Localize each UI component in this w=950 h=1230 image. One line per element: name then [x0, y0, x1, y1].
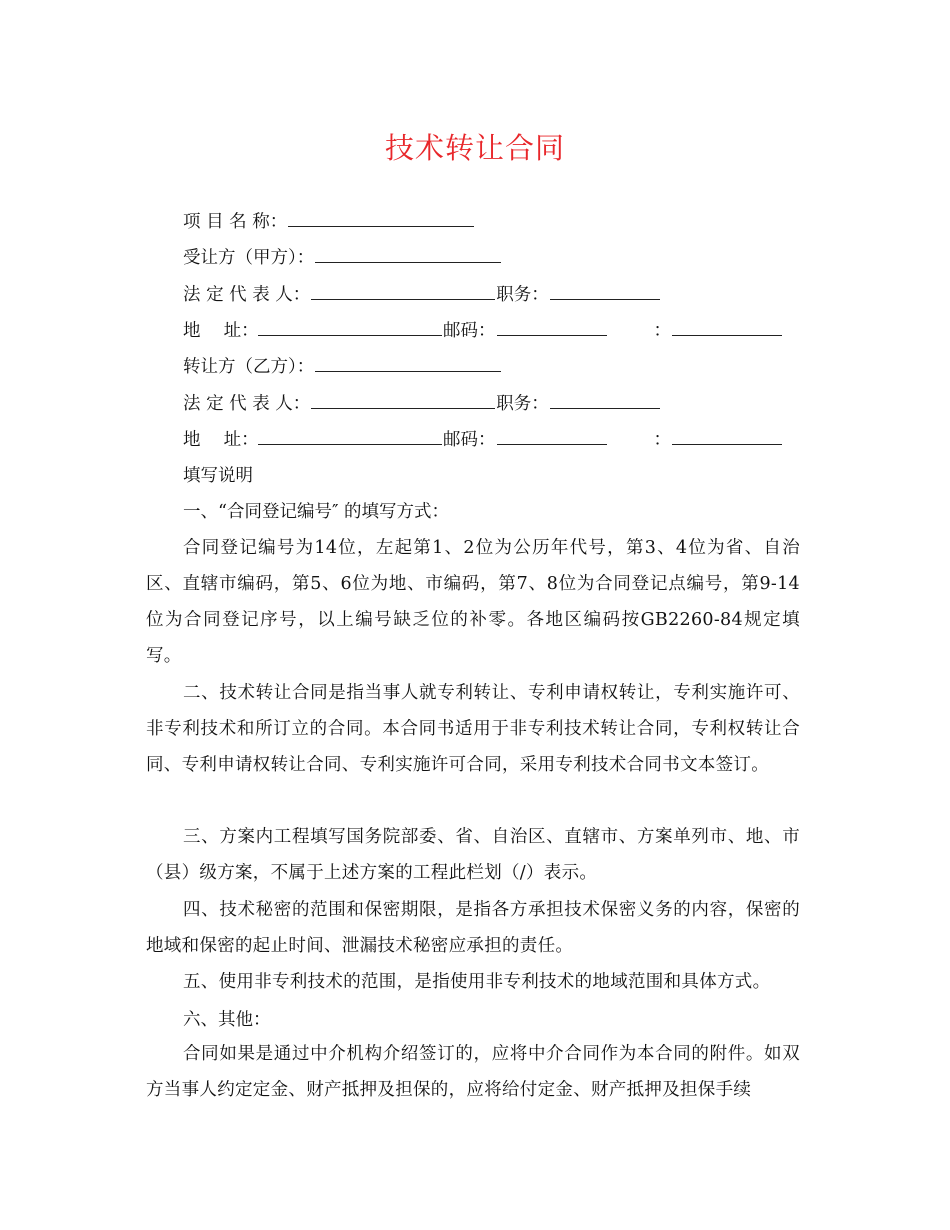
- project-name-label: 项 目 名 称：: [183, 212, 288, 232]
- seller-line: [183, 352, 502, 382]
- legal-rep-blank-2[interactable]: [311, 390, 495, 409]
- legal-rep-line-2: [183, 389, 661, 419]
- address-blank-1[interactable]: [258, 317, 442, 336]
- paragraph-5: 五、使用非专利技术的范围，是指使用非专利技术的地域范围和具体方式。: [183, 972, 771, 992]
- postcode-label-1: 邮码：: [443, 321, 496, 341]
- address-label-2: 地 址：: [183, 430, 259, 450]
- project-name-line: [183, 207, 475, 237]
- seller-blank[interactable]: [315, 353, 501, 372]
- paragraph-4: 四、技术秘密的范围和保密期限，是指各方承担技术保密义务的内容，保密的地域和保密的起止时间、泄漏技术秘密应承担的责任。: [146, 900, 800, 956]
- buyer-line: [183, 243, 502, 273]
- position-label-2: 职务：: [496, 394, 549, 414]
- final-paragraph: 合同如果是通过中介机构介绍签订的，应将中介合同作为本合同的附件。如双方当事人约定定金、财产抵押及担保的，应将给付定金、财产抵押及担保手续: [146, 1044, 800, 1100]
- postcode-label-2: 邮码：: [443, 430, 496, 450]
- address-line-2: [183, 425, 783, 455]
- unlabeled-blank-1[interactable]: [672, 317, 782, 336]
- section-1-heading: 一、“合同登记编号″ 的填写方式：: [183, 502, 450, 522]
- legal-rep-label-1: 法 定 代 表 人：: [183, 285, 311, 305]
- document-title: 技术转让合同: [384, 131, 565, 165]
- address-line-1: [183, 316, 783, 346]
- instructions-heading: 填写说明: [183, 466, 253, 486]
- unlabeled-colon-1: ：: [653, 321, 671, 341]
- legal-rep-blank-1[interactable]: [311, 281, 495, 300]
- project-name-blank[interactable]: [288, 208, 474, 227]
- legal-rep-label-2: 法 定 代 表 人：: [183, 394, 311, 414]
- section-6-heading: 六、其他：: [183, 1010, 271, 1030]
- position-blank-2[interactable]: [550, 390, 660, 409]
- position-label-1: 职务：: [496, 285, 549, 305]
- paragraph-1: 合同登记编号为14位，左起第1、2位为公历年代号，第3、4位为省、自治区、直辖市编码，第5、6位为地、市编码，第7、8位为合同登记点编号，第9-14位为合同登记序号，以上编号缺乏位的补零。各地区编码按GB2260-84规定填写。: [146, 538, 800, 666]
- postcode-blank-2[interactable]: [497, 426, 607, 445]
- unlabeled-blank-2[interactable]: [672, 426, 782, 445]
- postcode-blank-1[interactable]: [497, 317, 607, 336]
- paragraph-2: 二、技术转让合同是指当事人就专利转让、专利申请权转让，专利实施许可、非专利技术和所订立的合同。本合同书适用于非专利技术转让合同，专利权转让合同、专利申请权转让合同、专利实施许可合同，采用专利技术合同书文本签订。: [146, 683, 800, 775]
- address-blank-2[interactable]: [258, 426, 442, 445]
- buyer-label: 受让方（甲方）：: [183, 248, 315, 268]
- address-label-1: 地 址：: [183, 321, 259, 341]
- buyer-blank[interactable]: [315, 244, 501, 263]
- unlabeled-colon-2: ：: [653, 430, 671, 450]
- position-blank-1[interactable]: [550, 281, 660, 300]
- seller-label: 转让方（乙方）：: [183, 357, 315, 377]
- legal-rep-line-1: [183, 280, 661, 310]
- paragraph-3: 三、方案内工程填写国务院部委、省、自治区、直辖市、方案单列市、地、市（县）级方案，不属于上述方案的工程此栏划（/）表示。: [146, 827, 800, 883]
